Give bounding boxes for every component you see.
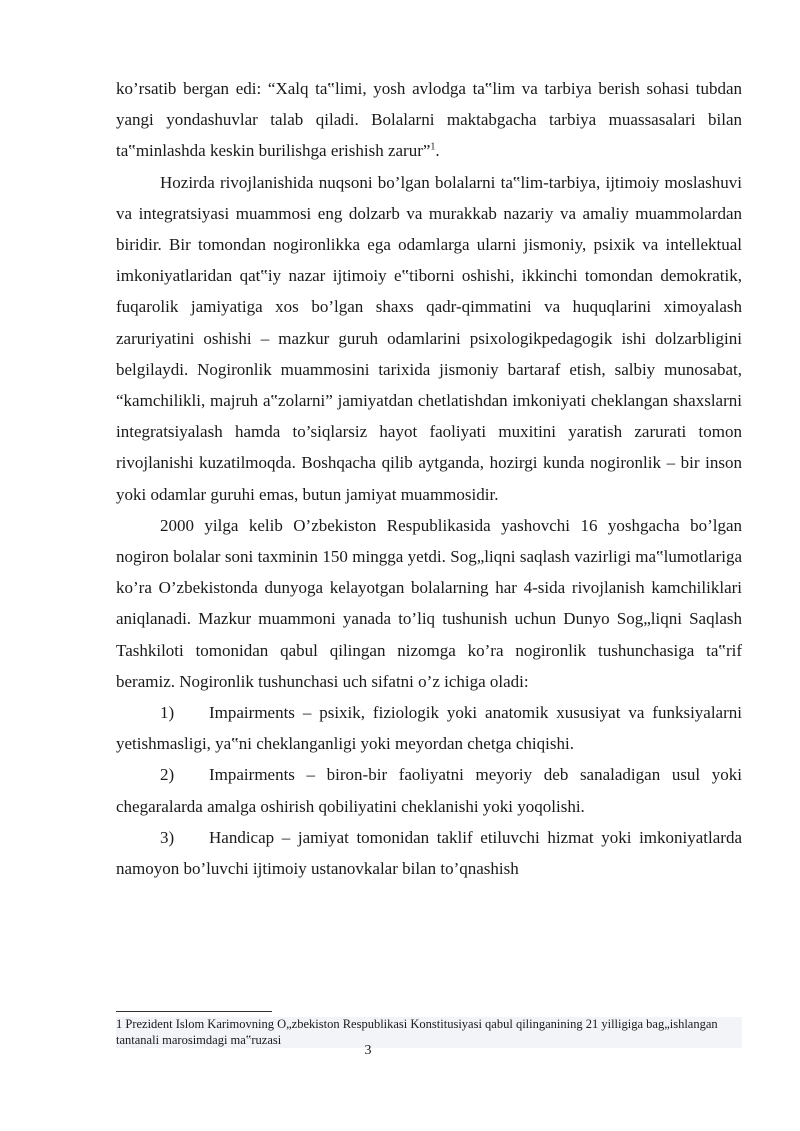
paragraph-1 xyxy=(116,73,742,167)
list-item-number: 1) xyxy=(160,703,175,723)
footnote-divider xyxy=(116,1011,272,1012)
list-item-text: Impairments – psixik, fiziologik yoki anatomik xususiyat va funksiyalarni yetishmasligi, ya‟ni cheklanganligi yoki meyordan chetga chiqishi. xyxy=(116,703,742,754)
page-number: 3 xyxy=(364,1043,372,1058)
list-item-text: Impairments – biron-bir faoliyatni meyoriy deb sanaladigan usul yoki chegaralarda amalga oshirish qobiliyatini cheklanishi yoki yoqolishi. xyxy=(116,765,742,816)
footnote-reference[interactable]: 1 xyxy=(430,141,436,153)
body-text xyxy=(116,73,742,884)
list-item xyxy=(116,759,742,821)
list-item-number: 2) xyxy=(160,765,175,785)
paragraph-1-tail: . xyxy=(435,141,440,161)
list-item xyxy=(116,697,742,759)
paragraph-3: 2000 yilga kelib O’zbekiston Respublikasida yashovchi 16 yoshgacha bo’lgan nogiron bolalar soni taxminin 150 mingga yetdi. Sog„liqni saqlash vazirligi ma‟lumotlariga ko’ra O’zbekistonda dunyoga kelayotgan bolalarning har 4-sida rivojlanish kamchiliklari aniqlanadi. Mazkur muammoni yanada to’liq tushunish uchun Dunyo Sog„liqni Saqlash Tashkiloti tomonidan qabul qilingan nizomga ko’ra nogironlik tushunchasiga ta‟rif beramiz. Nogironlik tushunchasi uch sifatni o’z ichiga oladi: xyxy=(116,515,742,691)
paragraph-1-text: ko’rsatib bergan edi: “Xalq ta‟limi, yosh avlodga ta‟lim va tarbiya berish sohasi tubdan yangi yondashuvlar talab qiladi. Bolalarni maktabgacha tarbiya muassasalari bilan ta‟minlashda keskin burilishga erishish zarur” xyxy=(116,79,742,161)
paragraph-2: Hozirda rivojlanishida nuqsoni bo’lgan bolalarni ta‟lim-tarbiya, ijtimoiy moslashuvi va integratsiyasi muammosi eng dolzarb va murakkab nazariy va amaliy muammolardan biridir. Bir tomondan nogironlikka ega odamlarga ularni jismoniy, psixik va intellektual imkoniyatlaridan qat‟iy nazar ijtimoiy e‟tiborni oshishi, ikkinchi tomondan demokratik, fuqarolik jamiyatiga xos bo’lgan shaxs qadr-qimmatini va huquqlarini ximoyalash zaruriyatini oshishi – mazkur guruh odamlarini psixologikpedagogik ishi dolzarbligini belgilaydi. Nogironlik muammosini tarixida jismoniy bartaraf etish, salbiy munosabat, “kamchilikli, majruh a‟zolarni” jamiyatdan chetlatishdan imkoniyati cheklangan shaxslarni integratsiyalash hamda to’siqlarsiz hayot faoliyati muxitini yaratish zarurati tomon rivojlanishi kuzatilmoqda. Boshqacha qilib aytganda, hozirgi kunda nogironlik – bir inson yoki odamlar guruhi emas, butun jamiyat muammosidir. xyxy=(116,172,742,504)
footnote: 1 Prezident Islom Karimovning O„zbekiston Respublikasi Konstitusiyasi qabul qilinganining 21 yilligiga bag„ishlangan tantanali marosimdagi ma‟ruzasi xyxy=(116,1017,742,1048)
list-item xyxy=(116,822,742,884)
list-item-text: Handicap – jamiyat tomonidan taklif etiluvchi hizmat yoki imkoniyatlarda namoyon bo’luvchi ijtimoiy ustanovkalar bilan to’qnashish xyxy=(116,827,742,879)
list-item-number: 3) xyxy=(160,827,175,847)
